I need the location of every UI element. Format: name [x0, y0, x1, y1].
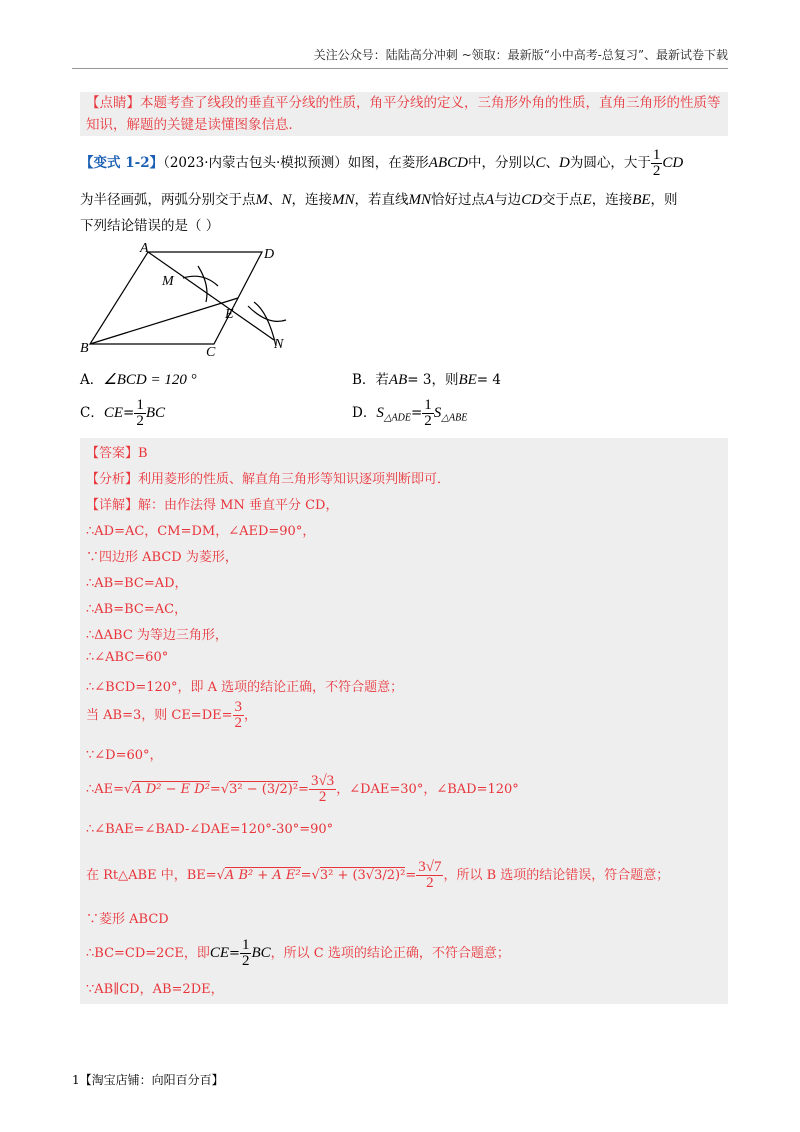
q-text: 与边	[494, 192, 522, 208]
answer-line: ∵∠D=60°，	[86, 748, 163, 763]
answer-line: ∵四边形 ABCD 为菱形，	[86, 550, 238, 565]
label-n: N	[274, 337, 284, 352]
fraction	[309, 774, 336, 805]
header-divider	[72, 68, 728, 69]
label-a: A	[140, 241, 149, 256]
answer-var: BC	[251, 945, 271, 961]
answer-line-11	[86, 700, 257, 731]
q-text: ，连接	[291, 192, 333, 208]
fraction	[416, 860, 443, 891]
option-d	[352, 398, 467, 429]
frac-den: 2	[424, 413, 432, 429]
answer-line: ∵AB∥CD，AB=2DE，	[86, 982, 224, 997]
radicand: 3² + (3√3/2)²	[319, 868, 406, 883]
q-text: 恰好过点	[431, 192, 486, 208]
answer-text: =	[405, 868, 417, 883]
q-text: ，若直线	[354, 192, 409, 208]
option-label: D．	[352, 405, 377, 421]
answer-line: ∵菱形 ABCD	[86, 912, 169, 927]
radicand: A D² − E D²	[132, 782, 210, 797]
answer-line-15	[86, 860, 669, 891]
answer-text: 在 Rt△ABE 中，BE=	[86, 868, 217, 883]
question-line-3: 下列结论错误的是（ ）	[80, 218, 220, 234]
answer-text: =	[300, 868, 312, 883]
q-var: E	[582, 192, 592, 208]
answer-line: 【详解】解：由作法得 MN 垂直平分 CD，	[86, 498, 339, 513]
q-var: ABCD	[428, 155, 468, 171]
q-text: 中，分别以	[467, 155, 536, 171]
fraction	[233, 700, 245, 731]
q-var: N	[281, 192, 292, 208]
label-d: D	[264, 247, 275, 262]
option-b	[352, 368, 501, 389]
fraction	[240, 938, 252, 969]
answer-line-17	[86, 938, 510, 969]
option-text: = 3，则	[407, 372, 459, 388]
radicand: A B² + A E²	[224, 868, 301, 883]
tip-text: 本题考查了线段的垂直平分线的性质，角平分线的定义，三角形外角的性质，直角三角形的性质等知识，解题的关键是读懂图象信息．	[86, 95, 721, 133]
answer-text: =	[298, 782, 309, 797]
arc-upper	[183, 276, 218, 286]
q-text: ，连接	[591, 192, 633, 208]
answer-line: ∴∠ABC=60°	[86, 650, 169, 665]
option-c	[80, 398, 165, 429]
option-text: = 4	[476, 372, 501, 388]
frac-den: 2	[652, 163, 661, 179]
option-a	[80, 368, 197, 389]
option-var: AB	[388, 372, 408, 388]
answer-line: 【分析】利用菱形的性质、解直角三角形等知识逐项判断即可．	[86, 472, 451, 487]
answer-box	[80, 438, 728, 1004]
fraction	[134, 398, 146, 429]
tip-label: 【点睛】	[86, 95, 140, 111]
q-text: ，则	[650, 192, 678, 208]
label-e: E	[225, 307, 234, 322]
question-source: （2023·内蒙古包头·模拟预测）	[163, 155, 348, 171]
q-text: 、	[545, 155, 559, 171]
frac-num: 3√7	[418, 859, 442, 875]
answer-line-13	[86, 774, 519, 805]
sqrt-expression: √3² − (3/2)²	[220, 782, 299, 797]
frac-den: 2	[234, 715, 243, 731]
frac-num: 1	[136, 397, 144, 413]
sqrt-expression: √A B² + A E²	[216, 868, 301, 883]
sqrt-expression: √3² + (3√3/2)²	[311, 868, 406, 883]
frac-den: 2	[318, 789, 327, 805]
option-var: S	[376, 405, 384, 421]
label-c: C	[206, 345, 216, 360]
option-text: ∠BCD = 120 °	[103, 372, 197, 388]
q-var: CD	[662, 155, 684, 171]
q-var: CD	[521, 192, 543, 208]
q-var: M	[255, 192, 268, 208]
sqrt-expression: √A D² − E D²	[124, 782, 210, 797]
q-text: 、	[268, 192, 282, 208]
question-line-2	[80, 186, 730, 214]
q-text: 为圆心，大于	[569, 155, 651, 171]
option-text: 若	[375, 372, 389, 388]
frac-num: 3√3	[310, 773, 335, 789]
option-text: =	[410, 405, 423, 421]
answer-var: CE	[209, 945, 230, 961]
frac-num: 1	[424, 397, 432, 413]
fraction	[651, 148, 663, 179]
answer-line: ∴AB=BC=AC，	[86, 602, 188, 617]
q-text: 如图，在菱形	[347, 155, 429, 171]
option-label: A．	[80, 372, 104, 388]
frac-num: 1	[652, 147, 661, 163]
label-b: B	[80, 341, 89, 356]
answer-text: ∴BC=CD=2CE，即	[86, 946, 210, 961]
radicand: 3² − (3/2)²	[229, 782, 299, 797]
q-var: MN	[332, 192, 355, 208]
answer-text: ，所以 C 选项的结论正确，不符合题意；	[270, 946, 510, 961]
q-var: BE	[632, 192, 651, 208]
option-label: C．	[80, 405, 104, 421]
option-text: =	[123, 405, 135, 421]
answer-text: 当 AB=3，则 CE=DE=	[86, 708, 233, 723]
answer-line: ∴∠BAE=∠BAD-∠DAE=120°-30°=90°	[86, 822, 334, 837]
q-var: MN	[408, 192, 432, 208]
arc-upper-2	[198, 266, 207, 302]
q-text: 为半径画弧，两弧分别交于点	[80, 192, 256, 208]
answer-line: ∴∠BCD=120°，即 A 选项的结论正确，不符合题意；	[86, 680, 404, 695]
q-var: A	[485, 192, 495, 208]
frac-den: 2	[241, 953, 250, 969]
q-text: 交于点	[542, 192, 583, 208]
fraction	[422, 398, 434, 429]
option-sub: △ADE	[383, 412, 411, 424]
option-var: CE	[103, 405, 124, 421]
q-var: C	[535, 155, 546, 171]
answer-line: ∴AD=AC，CM=DM，∠AED=90°，	[86, 524, 316, 539]
answer-line: ∴AB=BC=AD，	[86, 576, 188, 591]
answer-text: =	[229, 946, 240, 961]
page-header: 关注公众号：陆陆高分冲刺 ~领取：最新版“小中高考-总复习”、最新试卷下载	[313, 48, 728, 62]
line-bd	[90, 298, 238, 344]
question-line-1	[80, 148, 730, 179]
q-var: D	[558, 155, 570, 171]
option-var: S	[433, 405, 442, 421]
answer-text: =	[209, 782, 221, 797]
frac-den: 2	[426, 875, 434, 891]
frac-num: 1	[241, 937, 250, 953]
rhombus-figure	[78, 240, 308, 360]
tip-box	[80, 92, 728, 136]
answer-text: ∴AE=	[86, 782, 125, 797]
option-sub: △ABE	[441, 412, 468, 424]
answer-text: ，∠DAE=30°，∠BAD=120°	[336, 782, 519, 797]
answer-text: ，所以 B 选项的结论错误，符合题意；	[443, 868, 670, 883]
answer-text: ，	[244, 708, 258, 723]
frac-num: 3	[234, 699, 243, 715]
option-var: BC	[145, 405, 165, 421]
option-var: BE	[458, 372, 477, 388]
answer-line: 【答案】B	[86, 446, 148, 461]
answer-line: ∴ΔABC 为等边三角形，	[86, 628, 228, 643]
frac-den: 2	[136, 413, 144, 429]
label-m: M	[162, 274, 174, 289]
option-label: B．	[352, 372, 376, 388]
page-footer: 1【淘宝店铺：向阳百分百】	[72, 1073, 224, 1087]
variant-label: 【变式 1-2】	[80, 155, 164, 171]
